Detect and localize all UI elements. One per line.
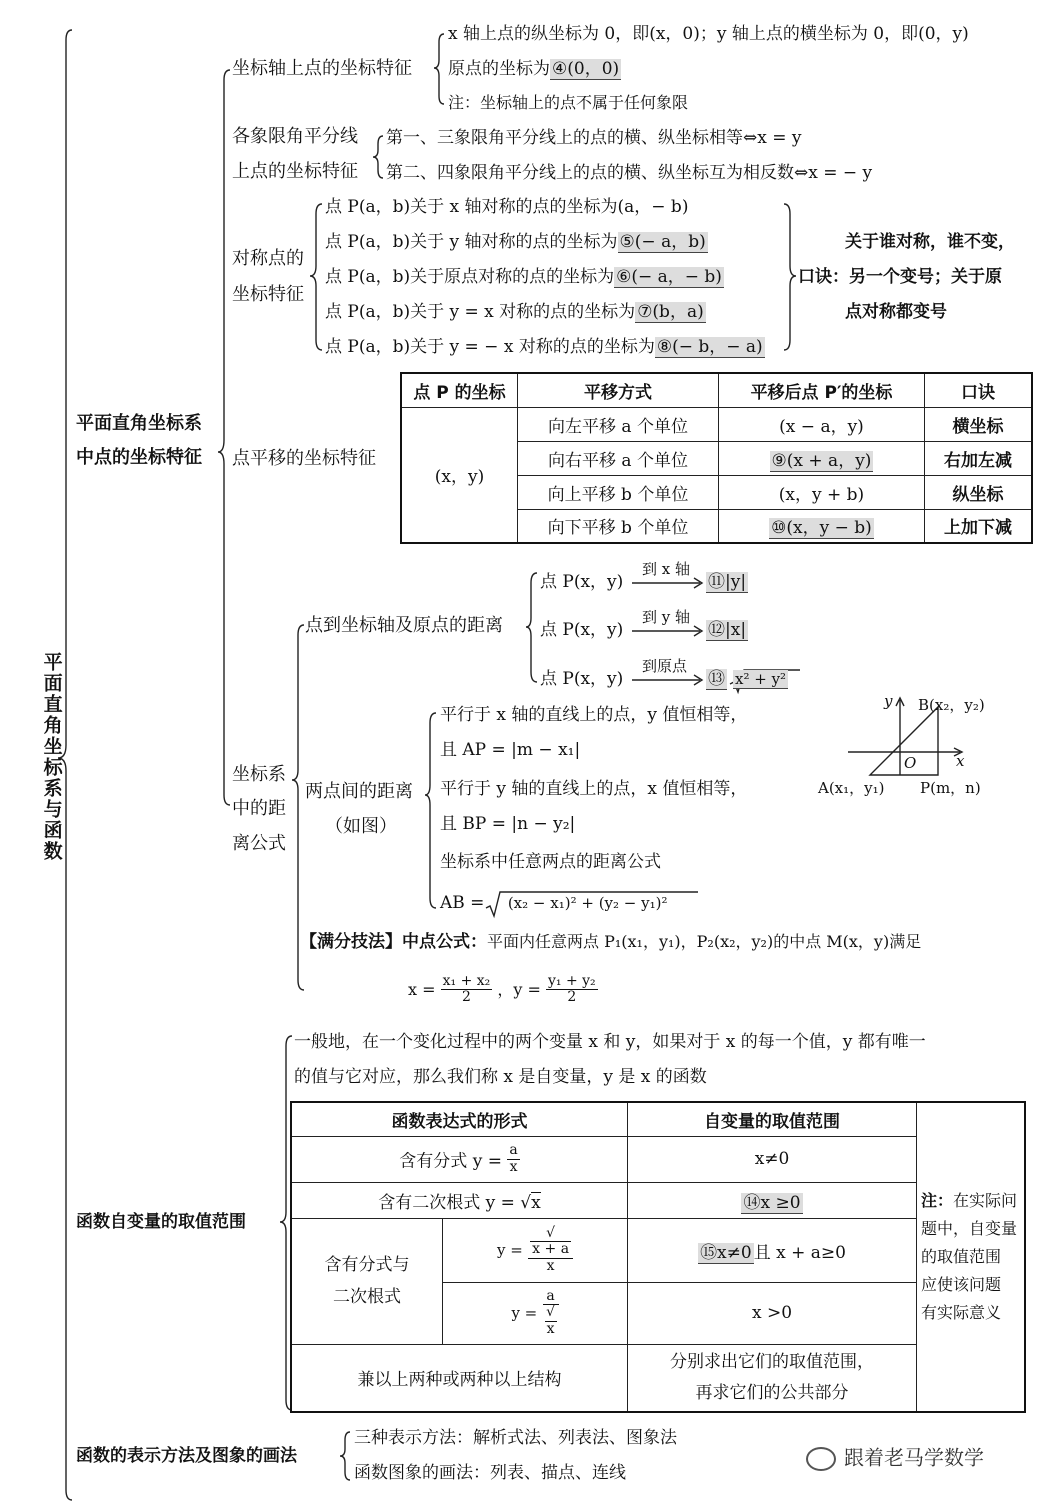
dist-label-1: 坐标系 bbox=[232, 764, 286, 785]
fig-y-label: y bbox=[884, 692, 893, 710]
sym-tip-3: 点对称都变号 bbox=[845, 302, 947, 322]
answer-11: ⑪|y| bbox=[708, 572, 747, 592]
answer-14: ⑭x ≥0 bbox=[743, 1192, 801, 1213]
midpoint-tip: 【满分技法】中点公式：平面内任意两点 P₁(x₁，y₁)，P₂(x₂，y₂)的中点 M(x，y)满足 bbox=[300, 932, 922, 952]
mixed-label: 含有分式与 二次根式 bbox=[291, 1218, 443, 1344]
th-way: 平移方式 bbox=[518, 373, 719, 407]
th-range: 自变量的取值范围 bbox=[628, 1102, 917, 1136]
table-row: 含有分式 y = $\frac{a}{x}$ bbox=[291, 1136, 628, 1182]
two-line-2: 且 AP = |m − x₁| bbox=[440, 740, 581, 760]
root-title: 平面直角坐标系与函数 bbox=[40, 652, 63, 862]
s4-title: 函数的表示方法及图象的画法 bbox=[76, 1446, 297, 1466]
table-row: 向左平移 a 个单位 bbox=[518, 407, 719, 441]
sym-label-1: 对称点的 bbox=[232, 248, 304, 269]
point-p-2: 点 P(x，y) bbox=[540, 620, 624, 640]
table-row: ⑮x≠0 且 x + a≥0 bbox=[628, 1218, 917, 1282]
rhyme-cell: 右加左减 bbox=[925, 441, 1033, 475]
sym-tip-2: 口诀：另一个变号；关于原 bbox=[798, 267, 1002, 287]
table-row: 向上平移 b 个单位 bbox=[518, 475, 719, 509]
s3-line-1: 一般地，在一个变化过程中的两个变量 x 和 y，如果对于 x 的每一个值，y 都有唯一 bbox=[294, 1032, 926, 1052]
th-point: 点 P 的坐标 bbox=[401, 373, 518, 407]
rhyme-cell: 上加下减 bbox=[925, 509, 1033, 543]
answer-10: ⑩(x，y − b) bbox=[771, 518, 872, 539]
table-row: (x − a，y) bbox=[719, 407, 925, 441]
axis-label: 坐标轴上点的坐标特征 bbox=[232, 58, 412, 79]
fig-p-label: P(m，n) bbox=[920, 779, 981, 797]
sym-label-2: 坐标特征 bbox=[232, 284, 304, 305]
translate-label: 点平移的坐标特征 bbox=[232, 448, 376, 469]
answer-7: ⑦(b，a) bbox=[637, 302, 704, 322]
rhyme-cell: 纵坐标 bbox=[925, 475, 1033, 509]
table-row: y = a √ x bbox=[443, 1282, 628, 1344]
two-line-4: 且 BP = |n − y₂| bbox=[440, 814, 576, 834]
point-p-3: 点 P(x，y) bbox=[540, 669, 624, 689]
sym-tip-1: 关于谁对称，谁不变， bbox=[845, 232, 1015, 252]
function-table bbox=[290, 1101, 1026, 1413]
bisector-label-2: 上点的坐标特征 bbox=[232, 161, 358, 182]
s3-title: 函数自变量的取值范围 bbox=[76, 1212, 246, 1232]
s3-line-2: 的值与它对应，那么我们称 x 是自变量，y 是 x 的函数 bbox=[294, 1067, 707, 1087]
two-line-3: 平行于 y 轴的直线上的点，x 值恒相等， bbox=[440, 779, 748, 799]
fig-b-label: B(x₂，y₂) bbox=[918, 696, 985, 714]
table-row: y = √ x + a x bbox=[443, 1218, 628, 1282]
th-result: 平移后点 P′的坐标 bbox=[719, 373, 925, 407]
answer-4: ④(0，0) bbox=[552, 59, 620, 79]
point-p-1: 点 P(x，y) bbox=[540, 572, 624, 592]
s1-title-1: 平面直角坐标系 bbox=[76, 413, 202, 434]
sym-line-3: 点 P(a，b)关于原点对称的点的坐标为 ⑥(− a，− b) bbox=[325, 267, 722, 287]
translate-table bbox=[400, 372, 1033, 544]
s4-line-2: 函数图象的画法：列表、描点、连线 bbox=[354, 1463, 626, 1483]
table-row: 向右平移 a 个单位 bbox=[518, 441, 719, 475]
arrow-label-1: 到 x 轴 bbox=[642, 560, 690, 578]
axis-line-2: 原点的坐标为 ④(0，0) bbox=[448, 59, 620, 79]
dist-label-2: 中的距 bbox=[232, 798, 286, 819]
axis-line-1: x 轴上点的纵坐标为 0，即(x，0)；y 轴上点的横坐标为 0，即(0，y) bbox=[448, 24, 969, 44]
point-dist-label: 点到坐标轴及原点的距离 bbox=[305, 615, 503, 636]
rhyme-cell: 横坐标 bbox=[925, 407, 1033, 441]
table-row: (x，y + b) bbox=[719, 475, 925, 509]
fig-a-label: A(x₁，y₁) bbox=[818, 779, 885, 797]
two-line-1: 平行于 x 轴的直线上的点，y 值恒相等， bbox=[440, 705, 748, 725]
bisector-line-1: 第一、三象限角平分线上的点的横、纵坐标相等⇔x = y bbox=[386, 128, 802, 148]
arrow-label-2: 到 y 轴 bbox=[642, 608, 691, 626]
table-row: 含有二次根式 y = √x bbox=[291, 1182, 628, 1218]
table-row bbox=[719, 441, 925, 475]
answer-13: ⑬ x² + y² bbox=[708, 669, 787, 689]
th-form: 函数表达式的形式 bbox=[291, 1102, 628, 1136]
table-row: 向下平移 b 个单位 bbox=[518, 509, 719, 543]
dist-label-3: 离公式 bbox=[232, 833, 286, 854]
fig-x-label: x bbox=[956, 752, 965, 770]
s1-title-2: 中点的坐标特征 bbox=[76, 447, 202, 468]
answer-8: ⑧(− b，− a) bbox=[656, 337, 763, 357]
bisector-line-2: 第二、四象限角平分线上的点的横、纵坐标互为相反数⇔x = − y bbox=[386, 163, 873, 183]
table-row: x≠0 bbox=[628, 1136, 917, 1182]
sym-line-5: 点 P(a，b)关于 y = − x 对称的点的坐标为 ⑧(− b，− a) bbox=[325, 337, 763, 357]
table-row: 兼以上两种或两种以上结构 bbox=[291, 1344, 628, 1412]
sym-line-1: 点 P(a，b)关于 x 轴对称的点的坐标为(a，− b) bbox=[325, 197, 689, 217]
two-point-label-2: （如图） bbox=[325, 816, 397, 837]
answer-12: ⑫|x| bbox=[708, 620, 747, 640]
answer-15: ⑮x≠0 bbox=[700, 1242, 752, 1263]
table-row bbox=[628, 1182, 917, 1218]
note-cell: 注：在实际问 题中，自变量 的取值范围 应使该问题 有实际意义 bbox=[917, 1102, 1025, 1412]
midpoint-formula: x = $\frac{\text{x₁ + x₂}}{2}$ ，y = $\frac{\text{y₁ + y₂}}{2}$ bbox=[408, 973, 596, 1006]
answer-9: ⑨(x + a，y) bbox=[771, 450, 872, 471]
two-line-5: 坐标系中任意两点的距离公式 bbox=[440, 852, 661, 872]
wechat-icon bbox=[806, 1447, 836, 1471]
sym-line-2: 点 P(a，b)关于 y 轴对称的点的坐标为 ⑤(− a，b) bbox=[325, 232, 706, 252]
answer-5: ⑤(− a，b) bbox=[619, 232, 706, 252]
two-line-6: AB = (x₂ − x₁)² + (y₂ − y₁)² bbox=[440, 893, 668, 913]
fig-o-label: O bbox=[904, 754, 917, 772]
watermark: 跟着老马学数学 bbox=[806, 1447, 984, 1471]
arrow-label-3: 到原点 bbox=[642, 657, 688, 675]
s4-line-1: 三种表示方法：解析式法、列表法、图象法 bbox=[354, 1428, 677, 1448]
point-cell: (x，y) bbox=[401, 407, 518, 543]
th-rhyme: 口诀 bbox=[925, 373, 1033, 407]
table-row bbox=[719, 509, 925, 543]
sym-line-4: 点 P(a，b)关于 y = x 对称的点的坐标为 ⑦(b，a) bbox=[325, 302, 704, 322]
two-point-label-1: 两点间的距离 bbox=[305, 781, 413, 802]
answer-6: ⑥(− a，− b) bbox=[616, 267, 722, 287]
bisector-label-1: 各象限角平分线 bbox=[232, 126, 358, 147]
table-row: 分别求出它们的取值范围， 再求它们的公共部分 bbox=[628, 1344, 917, 1412]
table-row: x >0 bbox=[628, 1282, 917, 1344]
axis-line-3: 注：坐标轴上的点不属于任何象限 bbox=[448, 93, 689, 112]
